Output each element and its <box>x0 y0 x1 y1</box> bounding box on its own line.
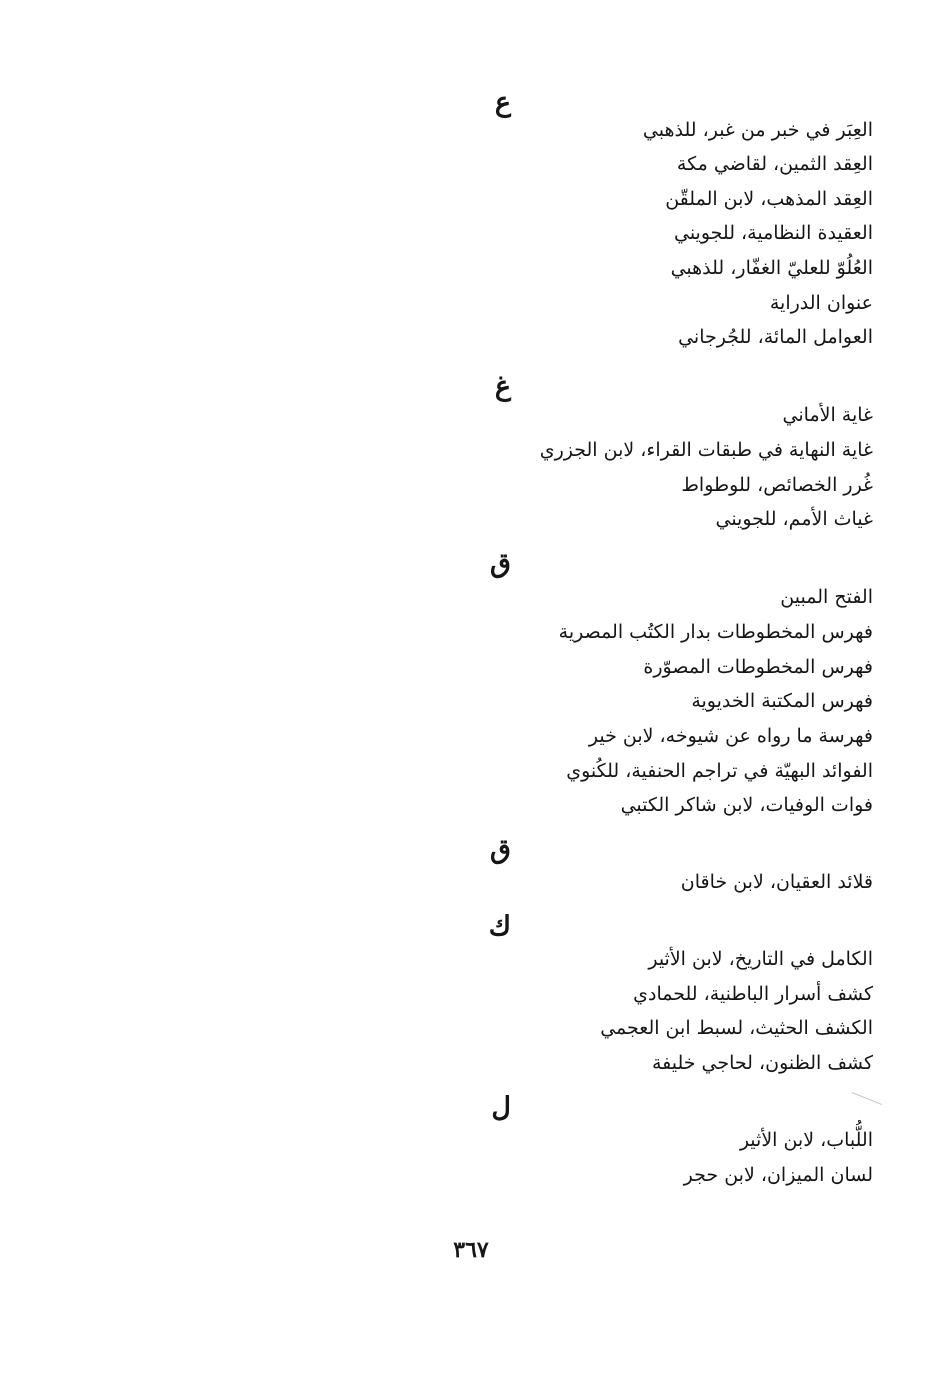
index-entry: العِبَر في خبر من غبر، للذهبي <box>642 119 873 141</box>
index-entry: العقيدة النظامية، للجويني <box>673 222 873 244</box>
index-entry: غياث الأمم، للجويني <box>715 508 873 530</box>
index-entry: عنوان الدراية <box>769 292 873 314</box>
section-letter: ق <box>490 834 511 865</box>
section-letter: غ <box>494 371 511 402</box>
index-entry: غُرر الخصائص، للوطواط <box>681 474 873 496</box>
index-entry: كشف الظنون، لحاجي خليفة <box>651 1052 873 1074</box>
index-entry: الكامل في التاريخ، لابن الأثير <box>648 948 873 970</box>
index-entry: الكشف الحثيث، لسبط ابن العجمي <box>600 1017 873 1039</box>
index-entry: اللُّباب، لابن الأثير <box>739 1129 873 1151</box>
page-number: ٣٦٧ <box>453 1237 489 1263</box>
index-entry: غاية الأماني <box>782 404 873 426</box>
index-entry: العوامل المائة، للجُرجاني <box>678 326 873 348</box>
index-entry: فهرسة ما رواه عن شيوخه، لابن خير <box>588 725 873 747</box>
index-entry: العُلُوّ للعليّ الغفّار، للذهبي <box>670 257 873 279</box>
index-entry: الفتح المبين <box>780 586 873 608</box>
index-entry: العِقد المذهب، لابن الملقّن <box>665 188 873 210</box>
section-letter: ل <box>491 1092 511 1123</box>
index-entry: فهرس المكتبة الخديوية <box>691 690 873 712</box>
index-entry: كشف أسرار الباطنية، للحمادي <box>633 983 873 1005</box>
section-letter: ك <box>488 911 511 942</box>
index-entry: فوات الوفيات، لابن شاكر الكتبي <box>620 794 873 816</box>
index-entry: فهرس المخطوطات المصوّرة <box>643 656 873 678</box>
scan-mark <box>852 1092 882 1105</box>
index-entry: لسان الميزان، لابن حجر <box>683 1164 873 1186</box>
index-entry: غاية النهاية في طبقات القراء، لابن الجزري <box>539 439 873 461</box>
index-entry: العِقد الثمين، لقاضي مكة <box>676 153 873 175</box>
section-letter: ق <box>490 548 511 579</box>
index-entry: فهرس المخطوطات بدار الكتُب المصرية <box>558 621 873 643</box>
index-entry: قلائد العقيان، لابن خاقان <box>680 871 873 893</box>
index-entry: الفوائد البهيّة في تراجم الحنفية، للكُنوي <box>566 760 873 782</box>
section-letter: ع <box>494 87 511 118</box>
